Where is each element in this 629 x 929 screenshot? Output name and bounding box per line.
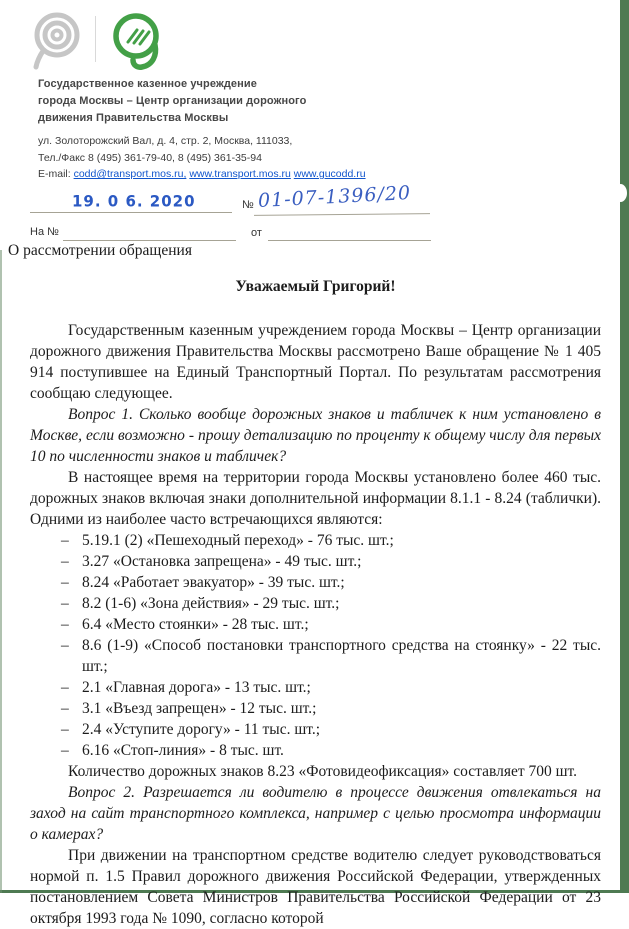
list-item: – 8.2 (1-6) «Зона действия» - 29 тыс. шт.; bbox=[82, 593, 601, 614]
paragraph-answer-2: При движении на транспортном средстве водителю следует руководствоваться нормой п. 1.5 Правил дорожного движения Российской Федерации, утвержденных постановлением Совета Министров Правительства Российской Федерации от 23 октября 1993 года № 1090, согласно которой bbox=[30, 847, 601, 927]
list-item: – 6.16 «Стоп-линия» - 8 тыс. шт. bbox=[82, 740, 601, 761]
from-date-underline bbox=[268, 240, 431, 241]
moscow-transport-logo-icon bbox=[30, 10, 82, 75]
salutation: Уважаемый Григорий! bbox=[235, 278, 396, 295]
org-name-line1: Государственное казенное учреждение bbox=[38, 78, 257, 90]
address-email-line bbox=[38, 166, 366, 183]
number-underline bbox=[254, 213, 430, 216]
date-stamp: 19. 0 6. 2020 bbox=[72, 191, 196, 211]
logo-divider bbox=[95, 16, 96, 62]
paragraph-intro: Государственным казенным учреждением города Москвы – Центр организации дорожного движения Правительства Москвы рассмотрено Ваше обращение № 1 405 914 поступившее на Единый Транспортный Портал. По результатам рассмотрения сообщаю следующее. bbox=[30, 322, 601, 402]
site-link-transport[interactable]: www.transport.mos.ru bbox=[189, 168, 291, 180]
scan-edge-notch bbox=[614, 184, 627, 202]
handwritten-outgoing-number: 01-07-1396/20 bbox=[257, 182, 412, 212]
subject-line: О рассмотрении обращения bbox=[8, 242, 192, 259]
scan-edge-left bbox=[0, 250, 2, 893]
reply-to-label: На № bbox=[30, 226, 59, 238]
site-link-gucodd[interactable]: www.gucodd.ru bbox=[293, 168, 366, 180]
header-logos bbox=[30, 10, 165, 77]
org-name-line3: движения Правительства Москвы bbox=[38, 112, 229, 124]
scan-edge-right bbox=[620, 0, 629, 893]
address-street: ул. Золоторожский Вал, д. 4, стр. 2, Москва, 111033, bbox=[38, 135, 293, 147]
date-underline bbox=[30, 212, 232, 213]
list-item: – 8.6 (1-9) «Способ постановки транспортного средства на стоянку» - 22 тыс. шт.; bbox=[82, 635, 601, 677]
paragraph-photo-fixation: Количество дорожных знаков 8.23 «Фотовидеофиксация» составляет 700 шт. bbox=[68, 763, 578, 780]
codd-logo-icon bbox=[109, 10, 165, 77]
number-label: № bbox=[242, 199, 254, 211]
list-item: – 3.27 «Остановка запрещена» - 49 тыс. шт.; bbox=[82, 551, 601, 572]
email-link[interactable]: codd@transport.mos.ru, bbox=[73, 168, 187, 180]
letter-body bbox=[30, 276, 601, 929]
address-phone: Тел./Факс 8 (495) 361-79-40, 8 (495) 361-35-94 bbox=[38, 151, 262, 164]
org-name-line2: города Москвы – Центр организации дорожного bbox=[38, 95, 307, 107]
address-block bbox=[38, 133, 366, 183]
paragraph-question-1: Вопрос 1. Сколько вообще дорожных знаков и табличек к ним установлено в Москве, если возможно - прошу детализацию по проценту к общему числу для первых 10 по численности знаков и табличек? bbox=[30, 406, 601, 465]
list-item: – 2.1 «Главная дорога» - 13 тыс. шт.; bbox=[82, 677, 601, 698]
from-date-label: от bbox=[251, 227, 262, 239]
paragraph-question-2: Вопрос 2. Разрешается ли водителю в процессе движения отвлекаться на заход на сайт транспортного комплекса, например с целью просмотра информации о камерах? bbox=[30, 784, 601, 843]
list-item: – 6.4 «Место стоянки» - 28 тыс. шт.; bbox=[82, 614, 601, 635]
reply-to-underline bbox=[63, 240, 236, 241]
paragraph-answer-1: В настоящее время на территории города Москвы установлено более 460 тыс. дорожных знаков включая знаки дополнительной информации 8.1.1 - 8.24 (таблички). Одними из наиболее часто встречающихся являются: bbox=[30, 469, 601, 528]
list-item: – 8.24 «Работает эвакуатор» - 39 тыс. шт.; bbox=[82, 572, 601, 593]
organization-name bbox=[38, 76, 306, 127]
sign-statistics-list bbox=[30, 530, 601, 761]
list-item: – 5.19.1 (2) «Пешеходный переход» - 76 тыс. шт.; bbox=[82, 530, 601, 551]
list-item: – 3.1 «Въезд запрещен» - 12 тыс. шт.; bbox=[82, 698, 601, 719]
email-label: E-mail: bbox=[38, 168, 71, 180]
list-item: – 2.4 «Уступите дорогу» - 11 тыс. шт.; bbox=[82, 719, 601, 740]
